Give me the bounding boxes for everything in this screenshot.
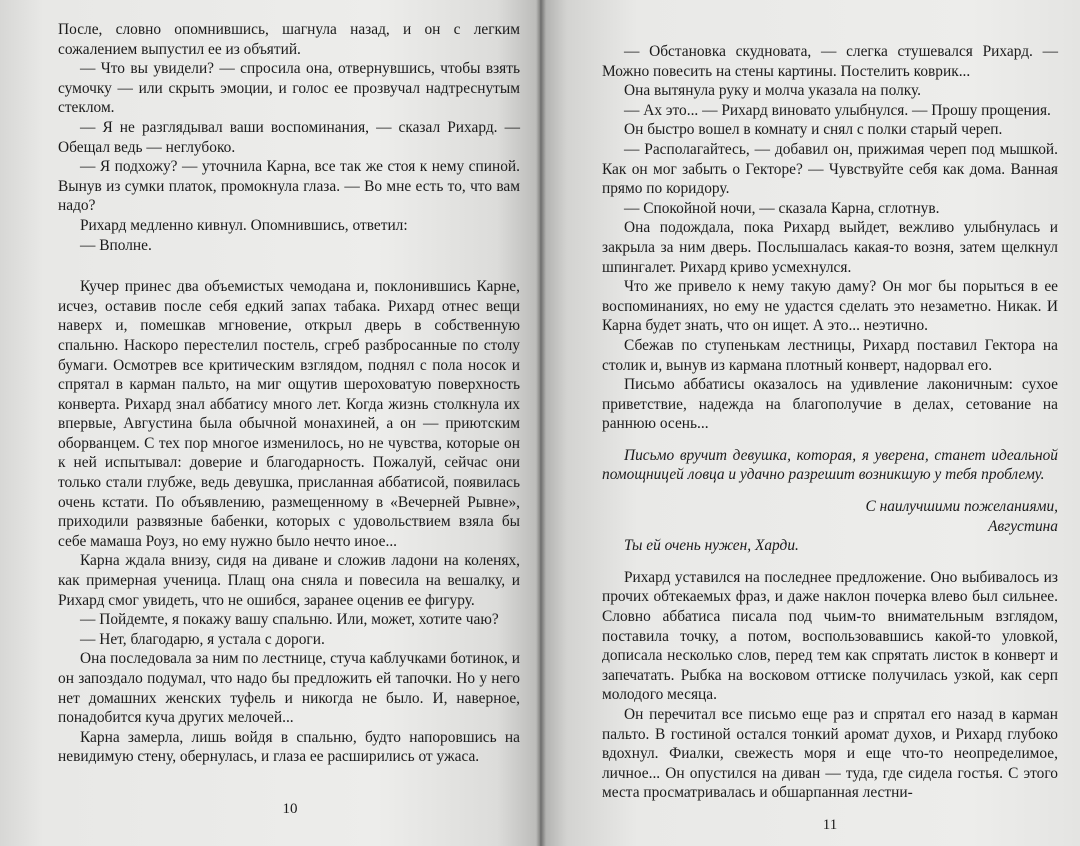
letter-block bbox=[602, 446, 1058, 556]
letter-postscript: Ты ей очень нужен, Харди. bbox=[624, 537, 799, 555]
right-text-block-a bbox=[602, 42, 1058, 434]
paragraph: Он перечитал все письмо еще раз и спрятал его назад в карман пальто. В гостиной остался тонкий аромат духов, и Рихард глубоко вдохнул. Фиалки, свежесть моря и еще что-то неопределимое, личное... Он опустился на диван — туда, где сидела гостья. С этого места просматривалась и обшарпанная лестни- bbox=[602, 706, 1058, 802]
paragraph: — Что вы увидели? — спросила она, отвернувшись, чтобы взять сумочку — или скрыть эмоции, и голос ее прозвучал надтреснутым стеклом. bbox=[58, 60, 520, 117]
spacer bbox=[602, 485, 1058, 497]
paragraph: — Спокойной ночи, — сказала Карна, сглотнув. bbox=[624, 199, 940, 217]
paragraph: Рихард медленно кивнул. Опомнившись, ответил: bbox=[80, 216, 408, 234]
paragraph: — Обстановка скудновата, — слегка стушевался Рихард. — Можно повесить на стены картины. Постелить коврик... bbox=[602, 43, 1058, 80]
section-break bbox=[58, 255, 520, 277]
paragraph: — Ах это... — Рихард виновато улыбнулся. — Прошу прощения. bbox=[624, 101, 1051, 119]
spacer bbox=[602, 556, 1058, 568]
paragraph: — Я не разглядывал ваши воспоминания, — сказал Рихард. — Обещал ведь — неглубоко. bbox=[58, 118, 520, 156]
left-text-block-b bbox=[58, 277, 520, 767]
paragraph: После, словно опомнившись, шагнула назад, и он с легким сожалением выпустил ее из объятий. bbox=[58, 21, 520, 58]
book-gutter bbox=[536, 0, 546, 846]
left-text-block-a bbox=[58, 20, 520, 255]
paragraph: Письмо аббатисы оказалось на удивление лаконичным: сухое приветствие, надежда на благополучие в делах, сетование на раннюю осень... bbox=[602, 376, 1058, 433]
right-text-block-b bbox=[602, 568, 1058, 803]
paragraph: Кучер принес два объемистых чемодана и, поклонившись Карне, исчез, оставив после себя едкий запах табака. Рихард отнес вещи наверх и, помешкав мгновение, открыл дверь в собственную спальню. Наскоро перестелил постель, сгреб разбросанные по столу бумаги. Осмотрев все критическим взглядом, поднял с пола носок и спрятал в карман пальто, на миг ощутив шероховатую поверхность конверта. Рихард знал аббатису много лет. Когда жизнь столкнула их впервые, Августина была обычной монахиней, а он — приютским оборванцем. С тех пор многое изменилось, но не чувства, которые он к ней испытывал: доверие и благодарность. Пожалуй, сейчас они только стали глубже, ведь девушка, присланная аббатисой, появилась очень кстати. По объявлению, размещенному в «Вечерней Рывне», приходили развязные бабенки, которых с удовольствием взяла бы себе мамаша Роуз, но ему нужно было нечто иное... bbox=[58, 278, 520, 550]
paragraph: Сбежав по ступенькам лестницы, Рихард поставил Гектора на столик и, вынув из кармана плотный конверт, надорвал его. bbox=[602, 336, 1058, 374]
paragraph: — Вполне. bbox=[80, 236, 152, 254]
paragraph: Она подождала, пока Рихард выйдет, вежливо улыбнулась и закрыла за ним дверь. Послышалась какая-то возня, затем щелкнул шпингалет. Рихард криво усмехнулся. bbox=[602, 219, 1058, 276]
letter-signature: Августина bbox=[988, 517, 1058, 535]
page-number: 11 bbox=[822, 817, 838, 834]
letter-closing: С наилучшими пожеланиями, bbox=[865, 498, 1058, 516]
paragraph: Она последовала за ним по лестнице, стуча каблучками ботинок, и он запоздало подумал, что надо бы предложить ей тапочки. Но у него нет домашних женских туфель и никогда не было. И, наверное, понадобится куча других мелочей... bbox=[58, 650, 520, 727]
paragraph: — Пойдемте, я покажу вашу спальню. Или, может, хотите чаю? bbox=[80, 611, 499, 629]
paragraph: — Располагайтесь, — добавил он, прижимая череп под мышкой. Как он мог забыть о Гекторе? — Чувствуйте себя как дома. Ванная прямо по коридору. bbox=[602, 140, 1058, 198]
paragraph: Он быстро вошел в комнату и снял с полки старый череп. bbox=[624, 121, 1003, 139]
spacer bbox=[602, 434, 1058, 446]
paragraph: — Нет, благодарю, я устала с дороги. bbox=[80, 630, 325, 648]
paragraph: Карна замерла, лишь войдя в спальню, будто напоровшись на невидимую стену, обернулась, и глаза ее расширились от ужаса. bbox=[58, 728, 520, 766]
page-number: 10 bbox=[282, 801, 298, 818]
paragraph: Рихард уставился на последнее предложение. Оно выбивалось из прочих обтекаемых фраз, и даже наклон почерка влево был сильнее. Словно аббатиса писала под чьим-то внимательным взглядом, поставила точку, а потом, воспользовавшись какой-то уловкой, дописала несколько слов, перед тем как спрятать листок в конверт и запечатать. Рыбка на восковом оттиске получилась узкой, как серп молодого месяца. bbox=[602, 568, 1058, 704]
letter-text: Письмо вручит девушка, которая, я уверена, станет идеальной помощницей ловца и удачно разрешит возникшую у тебя проблему. bbox=[602, 446, 1058, 484]
right-page bbox=[540, 0, 1080, 846]
paragraph: — Я подхожу? — уточнила Карна, все так же стоя к нему спиной. Вынув из сумки платок, промокнула глаза. — Во мне есть то, что вам надо? bbox=[58, 158, 520, 215]
paragraph: Карна ждала внизу, сидя на диване и сложив ладони на коленях, как примерная ученица. Плащ она сняла и повесила на вешалку, и Рихард смог увидеть, что не ошибся, заранее оценив ее фигуру. bbox=[58, 552, 520, 609]
paragraph: Что же привело к нему такую даму? Он мог бы порыться в ее воспоминаниях, но ему не удастся сделать это незаметно. Никак. И Карна будет знать, что он ищет. А это... неэтично. bbox=[602, 278, 1058, 335]
paragraph: Она вытянула руку и молча указала на полку. bbox=[624, 82, 922, 100]
